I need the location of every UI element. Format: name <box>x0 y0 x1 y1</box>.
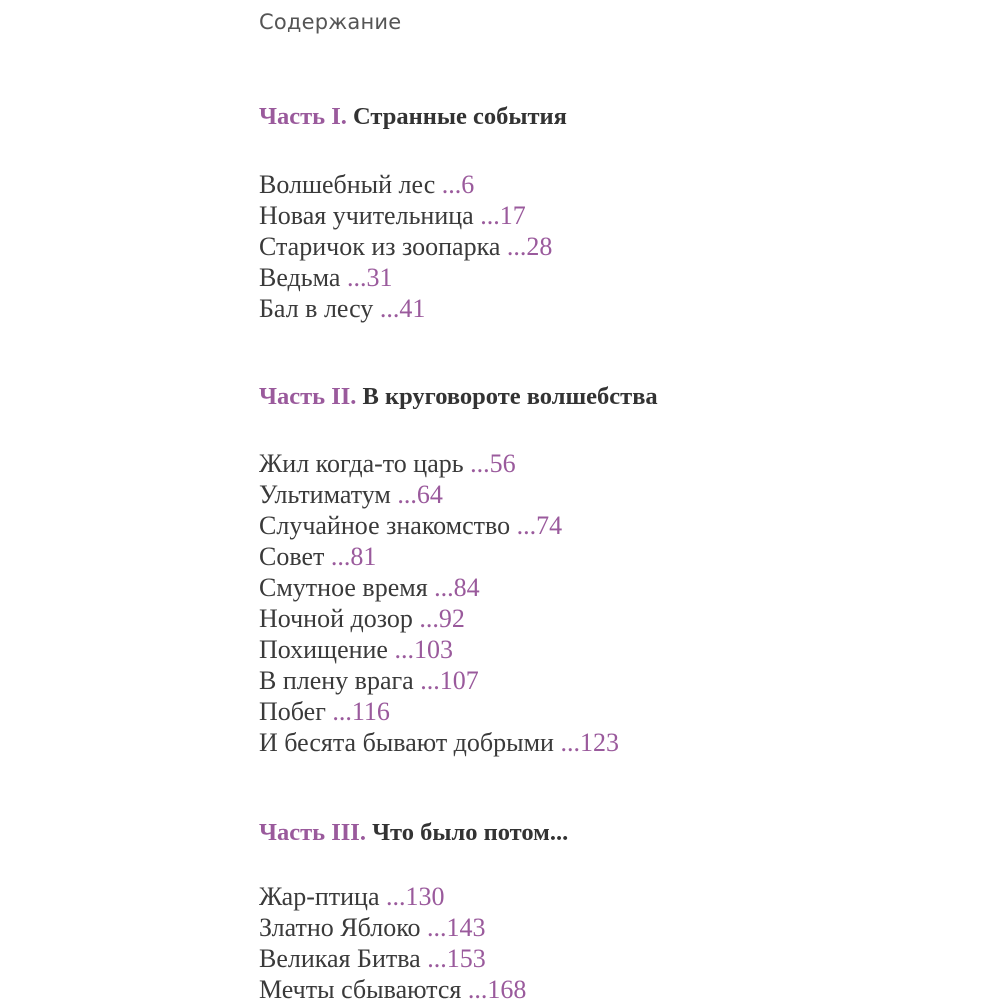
chapter-page: ...41 <box>379 294 426 323</box>
chapter-title: Бал в лесу <box>259 294 374 323</box>
chapter-item[interactable] <box>259 448 979 479</box>
chapter-item[interactable] <box>259 974 979 1005</box>
chapter-page: ...74 <box>516 511 563 540</box>
chapter-list <box>259 169 979 324</box>
chapter-item[interactable] <box>259 169 979 200</box>
chapter-item[interactable] <box>259 603 979 634</box>
chapter-item[interactable] <box>259 231 979 262</box>
chapter-page: ...84 <box>434 573 480 602</box>
chapter-page: ...6 <box>441 170 475 199</box>
chapter-page: ...116 <box>332 697 390 726</box>
part-name: Что было потом... <box>372 819 569 846</box>
part-2 <box>259 382 979 758</box>
chapter-page: ...143 <box>427 913 486 942</box>
chapter-title: И бесята бывают добрыми <box>259 728 554 757</box>
chapter-title: Смутное время <box>259 573 428 602</box>
toc-title: Содержание <box>259 10 402 34</box>
part-1 <box>259 102 979 324</box>
chapter-item[interactable] <box>259 912 979 943</box>
part-name: Странные события <box>353 103 567 130</box>
chapter-title: Златно Яблоко <box>259 913 421 942</box>
chapter-title: В плену врага <box>259 666 414 695</box>
part-label: Часть I. <box>259 103 347 130</box>
part-3 <box>259 818 979 1005</box>
chapter-page: ...103 <box>394 635 453 664</box>
chapter-item[interactable] <box>259 665 979 696</box>
chapter-title: Мечты сбываются <box>259 975 462 1004</box>
chapter-item[interactable] <box>259 696 979 727</box>
chapter-page: ...81 <box>330 542 377 571</box>
chapter-item[interactable] <box>259 881 979 912</box>
chapter-item[interactable] <box>259 479 979 510</box>
chapter-item[interactable] <box>259 262 979 293</box>
chapter-title: Великая Битва <box>259 944 421 973</box>
chapter-item[interactable] <box>259 572 979 603</box>
chapter-item[interactable] <box>259 293 979 324</box>
chapter-title: Волшебный лес <box>259 170 436 199</box>
chapter-list <box>259 881 979 1005</box>
chapter-page: ...123 <box>560 728 619 757</box>
chapter-title: Совет <box>259 542 325 571</box>
chapter-list <box>259 448 979 758</box>
chapter-page: ...107 <box>420 666 479 695</box>
chapter-page: ...168 <box>467 975 527 1004</box>
chapter-item[interactable] <box>259 943 979 974</box>
chapter-page: ...31 <box>346 263 393 292</box>
part-label: Часть II. <box>259 383 357 410</box>
chapter-title: Новая учительница <box>259 201 474 230</box>
chapter-item[interactable] <box>259 634 979 665</box>
chapter-title: Жар-птица <box>259 882 380 911</box>
chapter-page: ...130 <box>386 882 445 911</box>
chapter-page: ...153 <box>427 944 486 973</box>
chapter-page: ...56 <box>470 449 516 478</box>
part-heading <box>259 382 979 412</box>
part-heading <box>259 102 979 132</box>
chapter-item[interactable] <box>259 200 979 231</box>
chapter-page: ...28 <box>506 232 553 261</box>
chapter-page: ...17 <box>480 201 526 230</box>
chapter-page: ...92 <box>419 604 465 633</box>
chapter-title: Жил когда-то царь <box>259 449 464 478</box>
chapter-title: Похищение <box>259 635 388 664</box>
chapter-page: ...64 <box>397 480 443 509</box>
chapter-item[interactable] <box>259 727 979 758</box>
chapter-title: Ночной дозор <box>259 604 413 633</box>
part-name: В круговороте волшебства <box>362 383 658 410</box>
chapter-title: Побег <box>259 697 326 726</box>
chapter-title: Случайное знакомство <box>259 511 511 540</box>
chapter-title: Ультиматум <box>259 480 391 509</box>
part-label: Часть III. <box>259 819 366 846</box>
part-heading <box>259 818 979 848</box>
chapter-item[interactable] <box>259 510 979 541</box>
chapter-item[interactable] <box>259 541 979 572</box>
chapter-title: Ведьма <box>259 263 341 292</box>
chapter-title: Старичок из зоопарка <box>259 232 501 261</box>
